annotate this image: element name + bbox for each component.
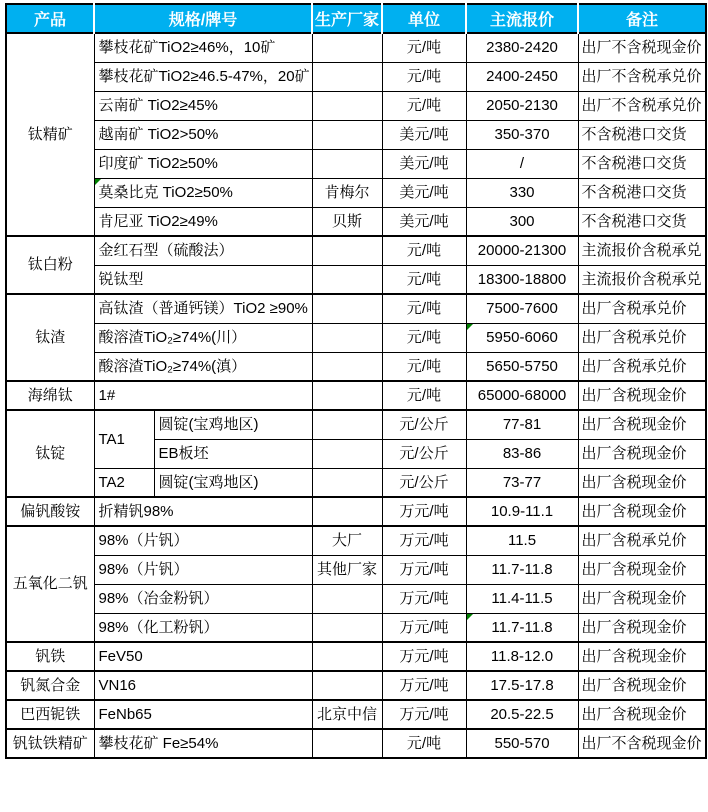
- price-cell: 300: [466, 207, 578, 236]
- spec-cell: 98%（化工粉钒）: [94, 613, 312, 642]
- table-row: [6, 294, 706, 323]
- note-cell: 出厂含税承兑价: [578, 352, 706, 381]
- grade-cell: TA1: [94, 410, 154, 468]
- product-cell: 钒钛铁精矿: [6, 729, 94, 758]
- table-row: [6, 642, 706, 671]
- unit-cell: 元/公斤: [382, 439, 466, 468]
- maker-cell: [312, 294, 382, 323]
- note-cell: 出厂含税现金价: [578, 555, 706, 584]
- green-triangle-marker: [95, 179, 101, 185]
- note-cell: 不含税港口交货: [578, 120, 706, 149]
- price-cell: 11.8-12.0: [466, 642, 578, 671]
- maker-cell: [312, 62, 382, 91]
- note-cell: 出厂含税现金价: [578, 410, 706, 439]
- unit-cell: 元/吨: [382, 236, 466, 265]
- maker-cell: 肯梅尔: [312, 178, 382, 207]
- spec-cell: 金红石型（硫酸法）: [94, 236, 312, 265]
- note-cell: 出厂不含税承兑价: [578, 62, 706, 91]
- price-cell: 10.9-11.1: [466, 497, 578, 526]
- col-header-spec: 规格/牌号: [94, 4, 312, 33]
- unit-cell: 美元/吨: [382, 149, 466, 178]
- table-row: [6, 468, 706, 497]
- table-row: [6, 381, 706, 410]
- spec-cell: EB板坯: [154, 439, 312, 468]
- spec-cell: FeNb65: [94, 700, 312, 729]
- maker-cell: 北京中信: [312, 700, 382, 729]
- spec-cell: 云南矿 TiO2≥45%: [94, 91, 312, 120]
- price-cell: 5650-5750: [466, 352, 578, 381]
- unit-cell: 元/公斤: [382, 410, 466, 439]
- maker-cell: 其他厂家: [312, 555, 382, 584]
- col-header-unit: 单位: [382, 4, 466, 33]
- note-cell: 出厂含税现金价: [578, 700, 706, 729]
- note-cell: 出厂含税承兑价: [578, 526, 706, 555]
- note-cell: 主流报价含税承兑: [578, 265, 706, 294]
- maker-cell: 贝斯: [312, 207, 382, 236]
- unit-cell: 元/吨: [382, 91, 466, 120]
- unit-cell: 万元/吨: [382, 584, 466, 613]
- spec-cell: 肯尼亚 TiO2≥49%: [94, 207, 312, 236]
- table-row: [6, 729, 706, 758]
- unit-cell: 万元/吨: [382, 700, 466, 729]
- spec-cell: 锐钛型: [94, 265, 312, 294]
- spec-cell: 98%（片钒）: [94, 526, 312, 555]
- product-cell: 钛锭: [6, 410, 94, 497]
- price-cell: 77-81: [466, 410, 578, 439]
- price-cell: 18300-18800: [466, 265, 578, 294]
- unit-cell: 元/吨: [382, 265, 466, 294]
- note-cell: 不含税港口交货: [578, 207, 706, 236]
- unit-cell: 万元/吨: [382, 642, 466, 671]
- spec-cell: 98%（冶金粉钒）: [94, 584, 312, 613]
- maker-cell: [312, 120, 382, 149]
- unit-cell: 万元/吨: [382, 613, 466, 642]
- table-row: [6, 613, 706, 642]
- table-row: [6, 323, 706, 352]
- price-cell: 20.5-22.5: [466, 700, 578, 729]
- maker-cell: [312, 265, 382, 294]
- price-cell: 2400-2450: [466, 62, 578, 91]
- table-row: [6, 410, 706, 439]
- spec-cell: 酸溶渣TiO₂≥74%(川）: [94, 323, 312, 352]
- note-cell: 出厂含税现金价: [578, 381, 706, 410]
- product-cell: 海绵钛: [6, 381, 94, 410]
- note-cell: 出厂含税现金价: [578, 439, 706, 468]
- price-cell: 350-370: [466, 120, 578, 149]
- note-cell: 出厂含税现金价: [578, 613, 706, 642]
- spec-cell: 圆锭(宝鸡地区): [154, 468, 312, 497]
- spec-cell: 1#: [94, 381, 312, 410]
- table-row: [6, 178, 706, 207]
- product-cell: 钛精矿: [6, 33, 94, 236]
- table-row: [6, 33, 706, 62]
- price-cell: 83-86: [466, 439, 578, 468]
- green-triangle-marker: [467, 614, 473, 620]
- unit-cell: 元/吨: [382, 294, 466, 323]
- note-cell: 出厂含税现金价: [578, 584, 706, 613]
- table-row: [6, 584, 706, 613]
- table-header-row: [6, 4, 706, 33]
- product-cell: 钒氮合金: [6, 671, 94, 700]
- green-triangle-marker: [467, 324, 473, 330]
- note-cell: 不含税港口交货: [578, 149, 706, 178]
- maker-cell: [312, 352, 382, 381]
- maker-cell: [312, 497, 382, 526]
- unit-cell: 元/吨: [382, 352, 466, 381]
- price-cell: 73-77: [466, 468, 578, 497]
- price-cell: 11.7-11.8: [466, 555, 578, 584]
- col-header-price: 主流报价: [466, 4, 578, 33]
- note-cell: 出厂含税现金价: [578, 468, 706, 497]
- price-cell: 7500-7600: [466, 294, 578, 323]
- spec-cell: 攀枝花矿TiO2≥46%，10矿: [94, 33, 312, 62]
- price-cell: 65000-68000: [466, 381, 578, 410]
- product-cell: 巴西铌铁: [6, 700, 94, 729]
- col-header-maker: 生产厂家: [312, 4, 382, 33]
- spec-cell: 印度矿 TiO2≥50%: [94, 149, 312, 178]
- unit-cell: 元/公斤: [382, 468, 466, 497]
- spec-cell: 莫桑比克 TiO2≥50%: [94, 178, 312, 207]
- price-cell: 11.4-11.5: [466, 584, 578, 613]
- table-row: [6, 120, 706, 149]
- price-cell: /: [466, 149, 578, 178]
- product-cell: 钛渣: [6, 294, 94, 381]
- price-cell: 11.5: [466, 526, 578, 555]
- table-row: [6, 149, 706, 178]
- price-cell: 2050-2130: [466, 91, 578, 120]
- product-cell: 钒铁: [6, 642, 94, 671]
- note-cell: 出厂不含税现金价: [578, 729, 706, 758]
- spec-cell: 折精钒98%: [94, 497, 312, 526]
- table-row: [6, 555, 706, 584]
- table-row: [6, 526, 706, 555]
- col-header-product: 产品: [6, 4, 94, 33]
- spec-cell: 圆锭(宝鸡地区): [154, 410, 312, 439]
- note-cell: 出厂含税承兑价: [578, 323, 706, 352]
- unit-cell: 元/吨: [382, 33, 466, 62]
- spec-cell: FeV50: [94, 642, 312, 671]
- maker-cell: [312, 613, 382, 642]
- maker-cell: [312, 91, 382, 120]
- maker-cell: [312, 323, 382, 352]
- maker-cell: [312, 671, 382, 700]
- product-cell: 偏钒酸铵: [6, 497, 94, 526]
- maker-cell: [312, 729, 382, 758]
- maker-cell: [312, 149, 382, 178]
- table-body: [6, 33, 706, 758]
- unit-cell: 美元/吨: [382, 207, 466, 236]
- note-cell: 不含税港口交货: [578, 178, 706, 207]
- price-cell: 330: [466, 178, 578, 207]
- col-header-note: 备注: [578, 4, 706, 33]
- unit-cell: 元/吨: [382, 729, 466, 758]
- product-cell: 钛白粉: [6, 236, 94, 294]
- spec-cell: 高钛渣（普通钙镁）TiO2 ≥90%: [94, 294, 312, 323]
- note-cell: 出厂含税现金价: [578, 642, 706, 671]
- unit-cell: 元/吨: [382, 323, 466, 352]
- table-row: [6, 671, 706, 700]
- note-cell: 出厂含税现金价: [578, 497, 706, 526]
- grade-cell: TA2: [94, 468, 154, 497]
- table-row: [6, 497, 706, 526]
- spec-cell: 酸溶渣TiO₂≥74%(滇）: [94, 352, 312, 381]
- table-row: [6, 265, 706, 294]
- note-cell: 出厂含税承兑价: [578, 294, 706, 323]
- price-cell: 2380-2420: [466, 33, 578, 62]
- price-cell: 11.7-11.8: [466, 613, 578, 642]
- maker-cell: [312, 410, 382, 439]
- maker-cell: [312, 236, 382, 265]
- unit-cell: 万元/吨: [382, 497, 466, 526]
- maker-cell: [312, 439, 382, 468]
- unit-cell: 万元/吨: [382, 526, 466, 555]
- maker-cell: [312, 584, 382, 613]
- price-cell: 550-570: [466, 729, 578, 758]
- unit-cell: 美元/吨: [382, 120, 466, 149]
- maker-cell: [312, 381, 382, 410]
- spec-cell: 攀枝花矿TiO2≥46.5-47%，20矿: [94, 62, 312, 91]
- product-cell: 五氧化二钒: [6, 526, 94, 642]
- table-row: [6, 700, 706, 729]
- price-cell: 5950-6060: [466, 323, 578, 352]
- spec-cell: 98%（片钒）: [94, 555, 312, 584]
- price-cell: 20000-21300: [466, 236, 578, 265]
- unit-cell: 元/吨: [382, 62, 466, 91]
- note-cell: 出厂不含税承兑价: [578, 91, 706, 120]
- note-cell: 出厂不含税现金价: [578, 33, 706, 62]
- maker-cell: 大厂: [312, 526, 382, 555]
- unit-cell: 万元/吨: [382, 671, 466, 700]
- unit-cell: 美元/吨: [382, 178, 466, 207]
- price-table: [5, 3, 707, 759]
- unit-cell: 万元/吨: [382, 555, 466, 584]
- maker-cell: [312, 642, 382, 671]
- spec-cell: 越南矿 TiO2>50%: [94, 120, 312, 149]
- table-row: [6, 352, 706, 381]
- table-row: [6, 62, 706, 91]
- spec-cell: VN16: [94, 671, 312, 700]
- price-cell: 17.5-17.8: [466, 671, 578, 700]
- note-cell: 出厂含税现金价: [578, 671, 706, 700]
- maker-cell: [312, 33, 382, 62]
- unit-cell: 元/吨: [382, 381, 466, 410]
- maker-cell: [312, 468, 382, 497]
- note-cell: 主流报价含税承兑: [578, 236, 706, 265]
- table-row: [6, 91, 706, 120]
- table-row: [6, 207, 706, 236]
- spec-cell: 攀枝花矿 Fe≥54%: [94, 729, 312, 758]
- table-row: [6, 236, 706, 265]
